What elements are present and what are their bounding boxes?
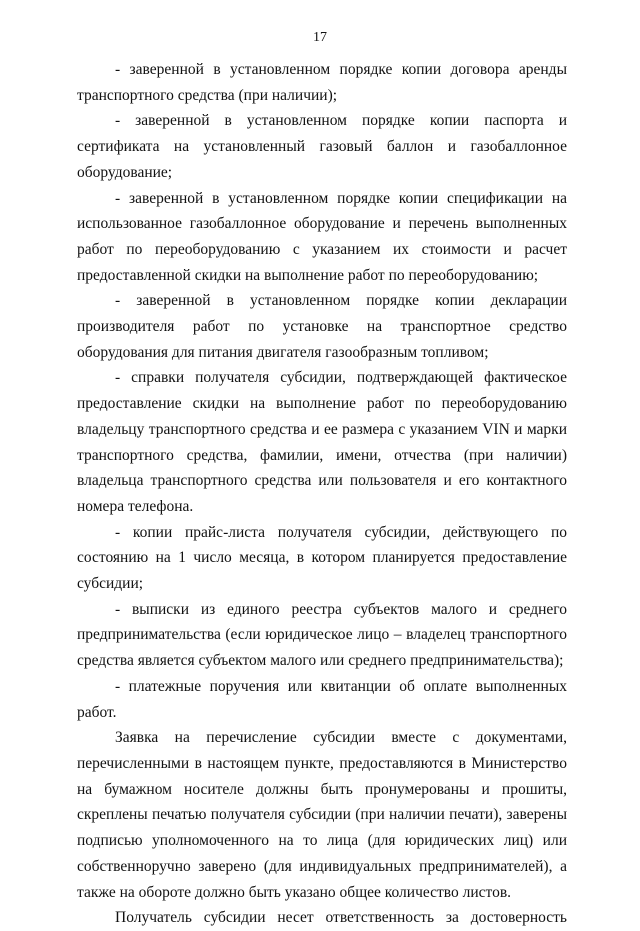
paragraph-price-list-copy: - копии прайс-листа получателя субсидии, действующего по состоянию на 1 число месяца, в котором планируется предоставление субсидии; [77,523,567,593]
page-number: 17 [313,30,327,45]
paragraph-sme-registry-extract: - выписки из единого реестра субъектов малого и среднего предпринимательства (если юридическое лицо – владелец транспортного средства является субъектом малого или среднего предпринимательства); [77,600,567,670]
paragraph-payment-orders: - платежные поручения или квитанции об оплате выполненных работ. [77,677,567,721]
paragraph-passport-certificate-copy: - заверенной в установленном порядке копии паспорта и сертификата на установленный газовый баллон и газобаллонное оборудование; [77,112,567,181]
document-body [77,57,567,931]
paragraph-declaration-copy: - заверенной в установленном порядке копии декларации производителя работ по установке на транспортное средство оборудования для питания двигателя газообразным топливом; [77,292,567,361]
paragraph-specification-copy: - заверенной в установленном порядке копии спецификации на использованное газобаллонное оборудование и перечень выполненных работ по переоборудованию с указанием их стоимости и расчет предоставленной скидки на выполнение работ по переоборудованию; [77,189,567,284]
paragraph-lease-agreement-copy: - заверенной в установленном порядке копии договора аренды транспортного средства (при наличии); [77,61,567,104]
paragraph-recipient-responsibility: Получатель субсидии несет ответственность за достоверность [115,909,567,927]
paragraph-application-submission: Заявка на перечисление субсидии вместе с документами, перечисленными в настоящем пункте, предоставляются в Министерство на бумажном носителе должны быть пронумерованы и прошиты, скреплены печатью получателя субсидии (при наличии печати), заверены подписью уполномоченного на то лица (для юридических лиц) или собственноручно заверено (для индивидуальных предпринимателей), а также на обороте должно быть указано общее количество листов. [77,729,567,901]
paragraph-discount-certificate: - справки получателя субсидии, подтверждающей фактическое предоставление скидки на выполнение работ по переоборудованию владельцу транспортного средства и ее размера с указанием VIN и марки транспортного средства, фамилии, имени, отчества (при наличии) владельца транспортного средства или пользователя и его контактного номера телефона. [77,369,567,515]
